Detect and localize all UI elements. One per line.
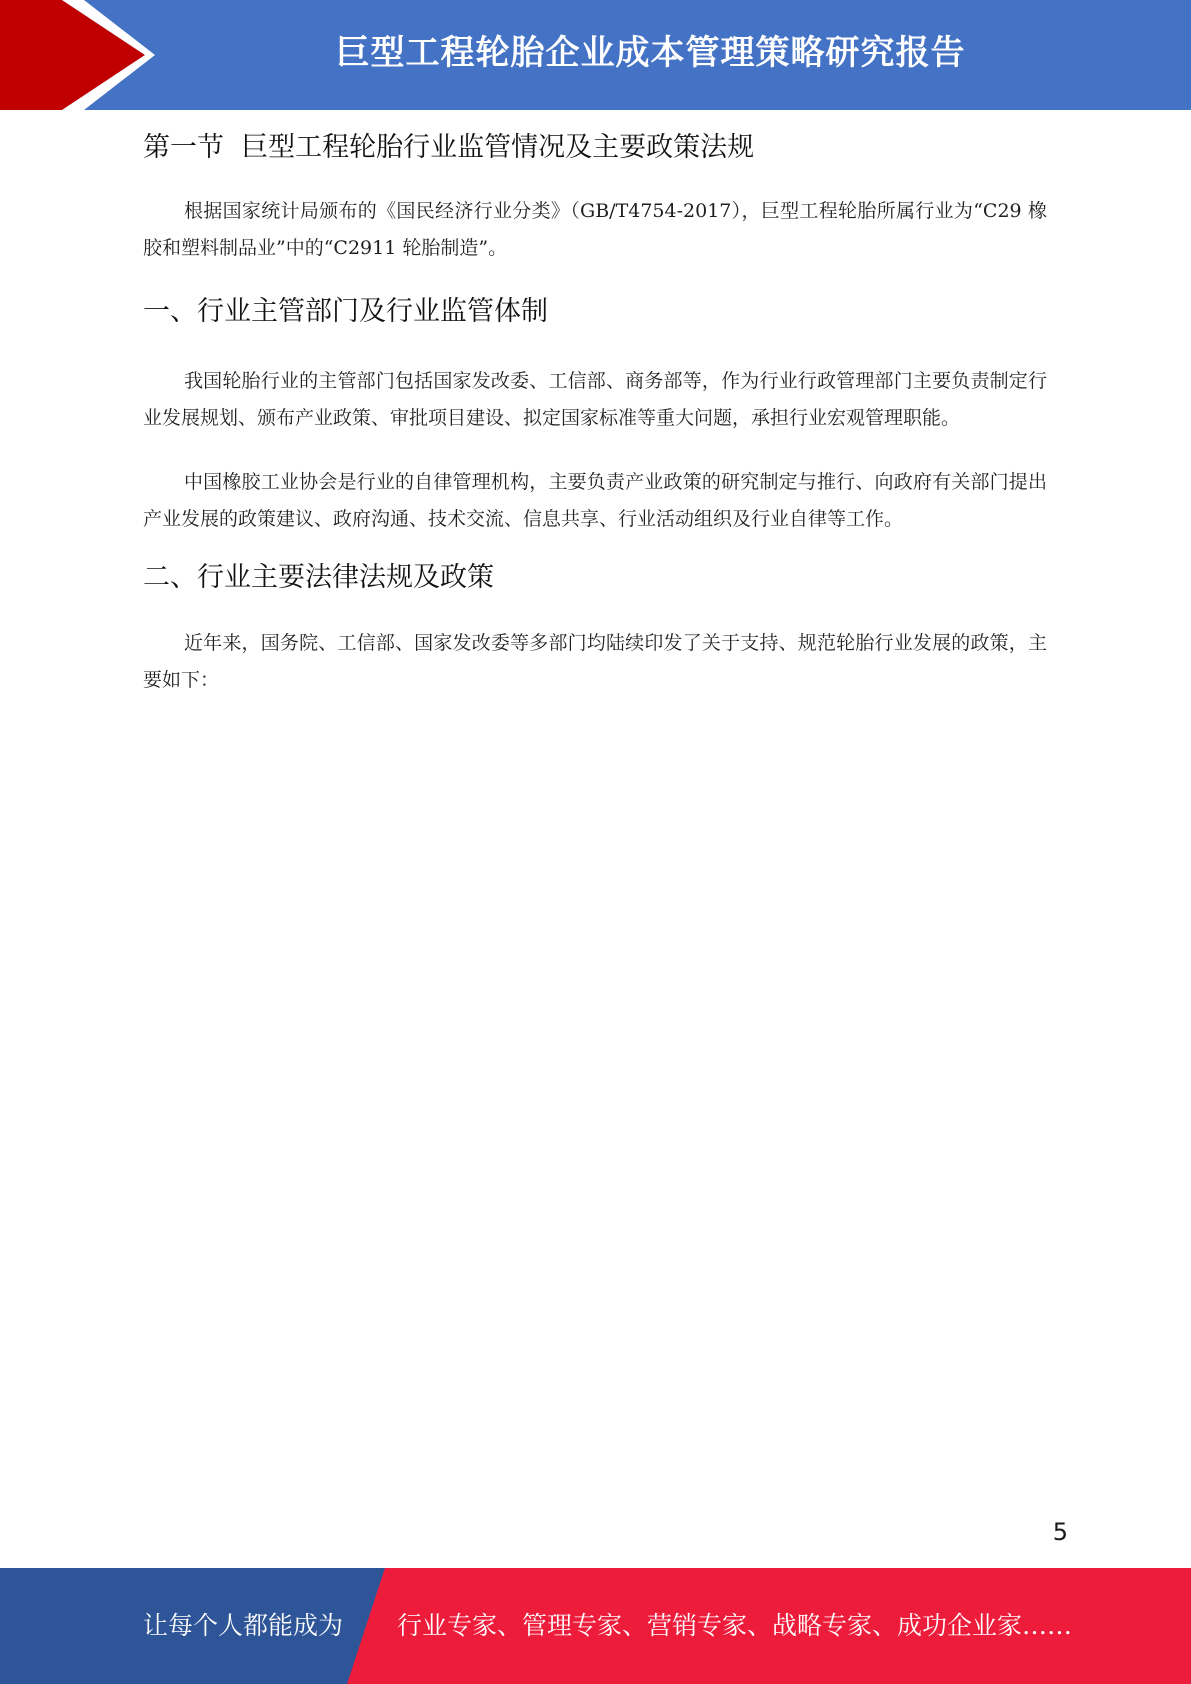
subsection-heading-policies: 二、行业主要法律法规及政策 [143,562,494,593]
paragraph-regulators-1: 我国轮胎行业的主管部门包括国家发改委、工信部、商务部等，作为行业行政管理部门主要负责制定行业发展规划、颁布产业政策、审批项目建设、拟定国家标准等重大问题，承担行业宏观管理职能。 [143,370,1047,429]
paragraph-regulators-2: 中国橡胶工业协会是行业的自律管理机构，主要负责产业政策的研究制定与推行、向政府有关部门提出产业发展的政策建议、政府沟通、技术交流、信息共享、行业活动组织及行业自律等工作。 [143,471,1047,530]
header-banner [0,0,1191,110]
footer-banner [0,1568,1191,1684]
section-title: 第一节 巨型工程轮胎行业监管情况及主要政策法规 [143,132,755,163]
footer-slogan-left: 让每个人都能成为 [143,1611,344,1640]
footer-slogan-right: 行业专家、管理专家、营销专家、战略专家、成功企业家…… [397,1611,1073,1640]
section-intro-paragraph: 根据国家统计局颁布的《国民经济行业分类》（GB/T4754-2017），巨型工程轮胎所属行业为“C29 橡胶和塑料制品业”中的“C2911 轮胎制造”。 [143,200,1047,259]
subsection-heading-regulators: 一、行业主管部门及行业监管体制 [143,296,548,327]
header-chevron-decoration [0,0,160,110]
report-title: 巨型工程轮胎企业成本管理策略研究报告 [335,33,966,73]
page-content [143,128,1047,699]
paragraph-policies-1: 近年来，国务院、工信部、国家发改委等多部门均陆续印发了关于支持、规范轮胎行业发展的政策，主要如下： [143,632,1047,691]
page-number: 5 [1052,1518,1068,1546]
